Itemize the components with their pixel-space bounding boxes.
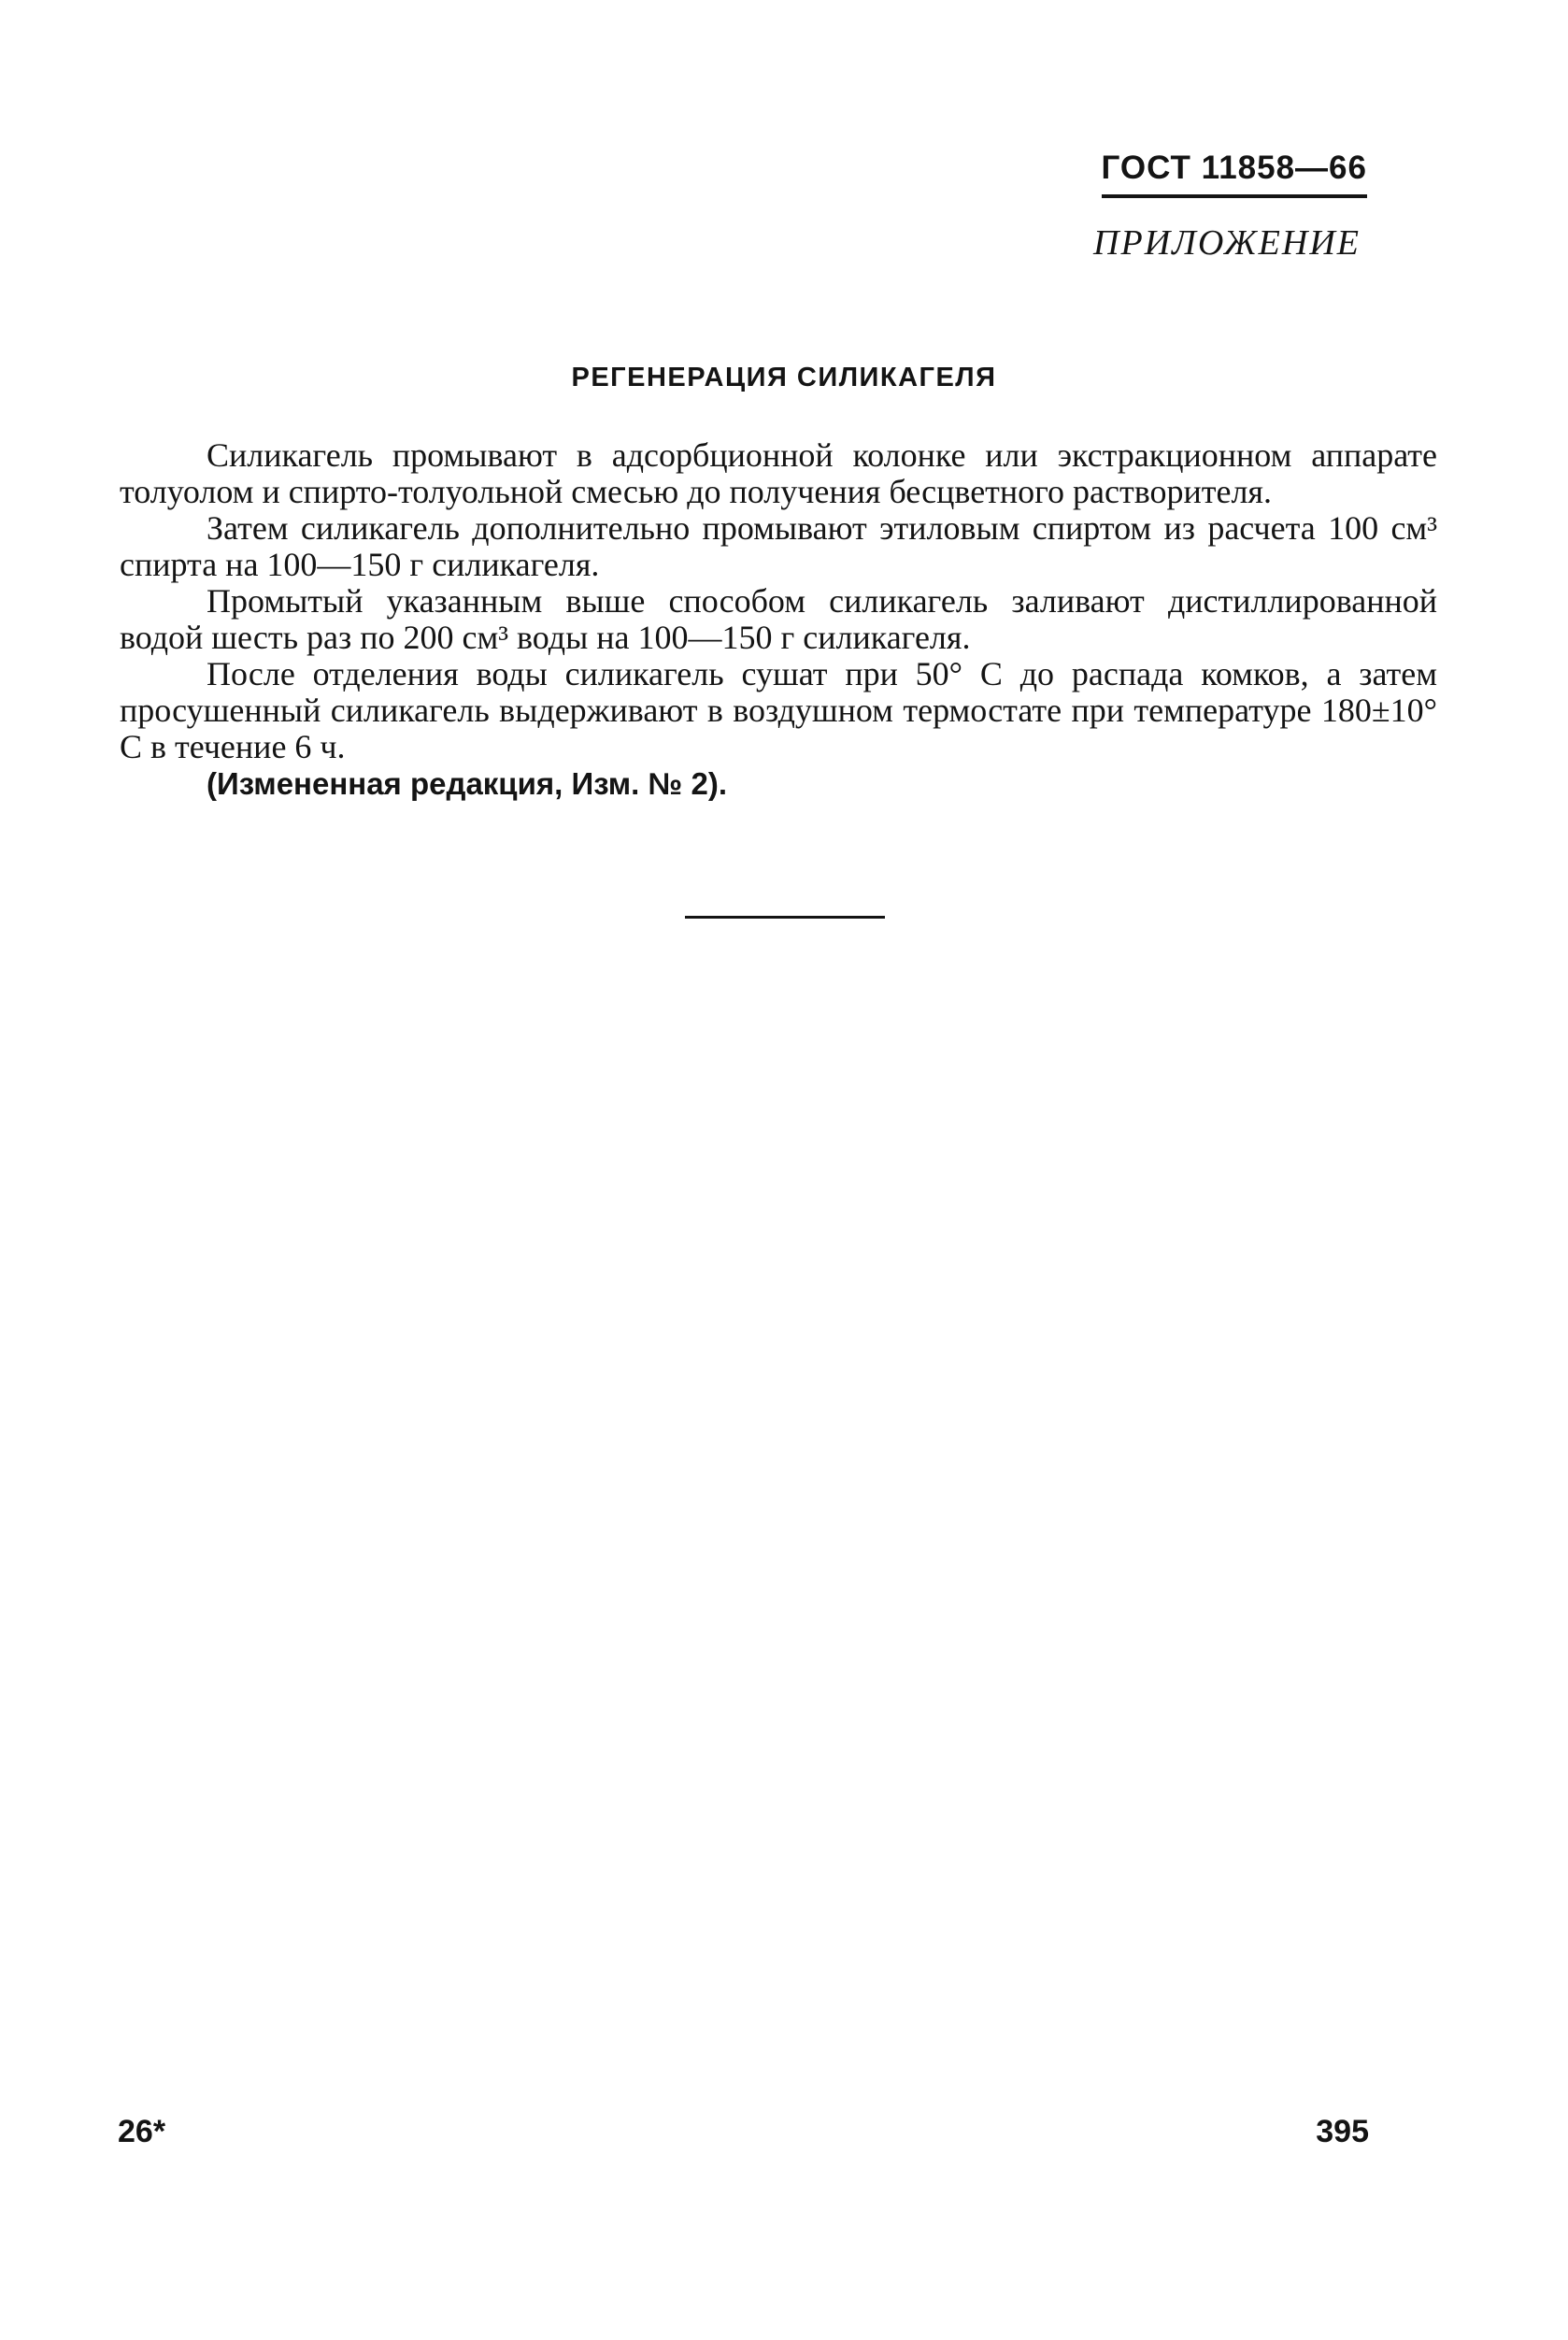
amendment-note: (Измененная редакция, Изм. № 2). <box>207 766 727 801</box>
appendix-label: ПРИЛОЖЕНИЕ <box>1093 223 1361 263</box>
page-number: 395 <box>1316 2114 1369 2149</box>
paragraph: Промытый указанным выше способом силикагель заливают дистиллированной водой шесть раз по 200 см³ воды на 100—150 г силикагеля. <box>120 582 1437 656</box>
paragraph: После отделения воды силикагель сушат при 50° С до распада комков, а затем просушенный силикагель выдерживают в воздушном термостате при температуре 180±10° С в течение 6 ч. <box>120 655 1437 765</box>
standard-code: ГОСТ 11858—66 <box>1102 150 1367 198</box>
section-title: РЕГЕНЕРАЦИЯ СИЛИКАГЕЛЯ <box>571 363 997 392</box>
sheet-mark: 26* <box>118 2114 166 2149</box>
body-text <box>120 437 1437 802</box>
section-end-divider <box>685 916 885 919</box>
paragraph: Силикагель промывают в адсорбционной колонке или экстракционном аппарате толуолом и спирто-толуольной смесью до получения бесцветного растворителя. <box>120 436 1437 510</box>
paragraph: Затем силикагель дополнительно промывают этиловым спиртом из расчета 100 см³ спирта на 100—150 г силикагеля. <box>120 509 1437 583</box>
